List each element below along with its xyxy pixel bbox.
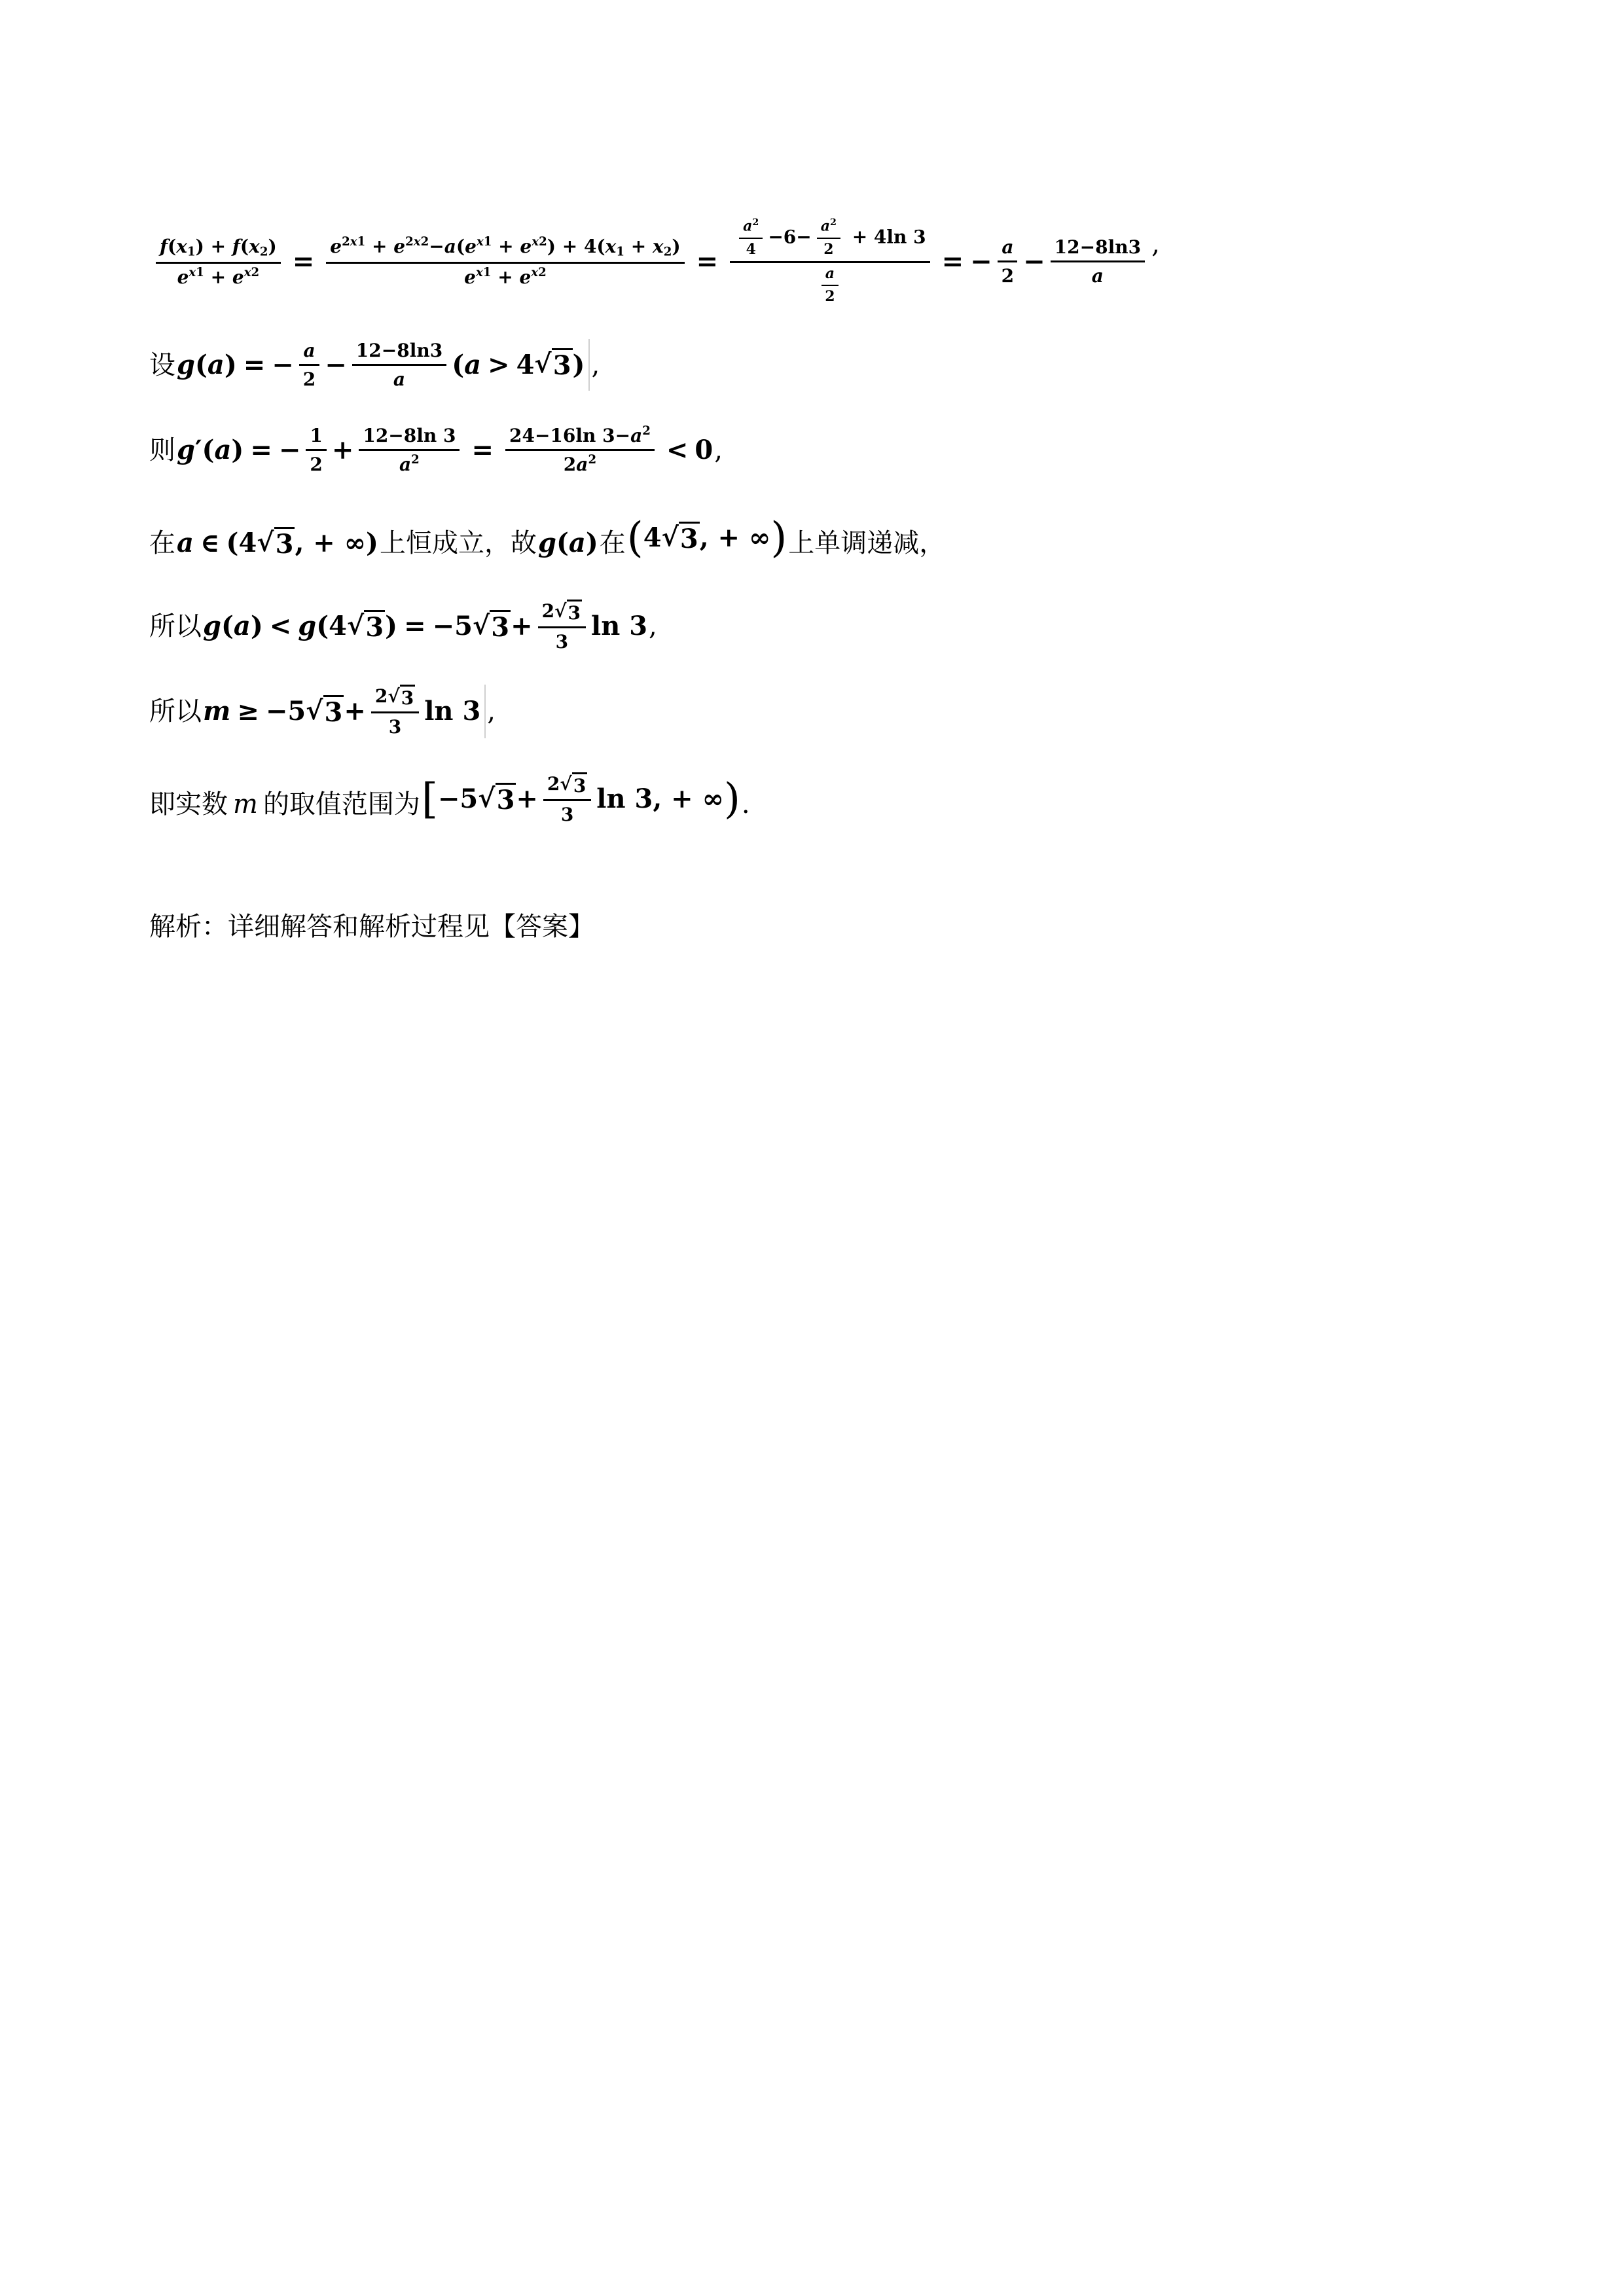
formula-g-bound: g ( a ) < g (4 √ 3 ) = −5 √ 3 + 2√ 3 3 ln 3 bbox=[203, 600, 648, 653]
variable-m: m bbox=[233, 789, 258, 819]
derivative-line bbox=[149, 424, 723, 476]
formula-sum-ratio: $\frac{f(x_1) + f(x_2)}{e^{x1} + e^{x2}}$ = $\frac{e^{2x1} + e^{2x2}-a(e^{x1} + e^{x2}) + 4(x_1 + x_2)}{e^{x1} + e^{x2}}$ = $\frac{a^2}{4}$ −6− $\frac{a^2}{2}$ + 4ln 3 $\frac{a}{2}$ = − $\frac{a}{2}$ − $\frac{12-8\ln 3}{a}$ bbox=[151, 217, 1150, 306]
note-label: 解析： bbox=[149, 912, 228, 942]
punctuation: , bbox=[487, 696, 496, 726]
text-lead: 所以 bbox=[149, 611, 202, 641]
conclusion-line bbox=[149, 772, 750, 826]
punctuation: , bbox=[649, 611, 657, 641]
m-bound-line bbox=[149, 685, 496, 738]
text-lead: 在 bbox=[149, 528, 175, 558]
text-lead: 则 bbox=[149, 435, 175, 465]
formula-line-1 bbox=[149, 217, 1160, 306]
text-mid: 在 bbox=[599, 528, 626, 558]
formula-range: [ −5 √ 3 + 2√ 3 3 ln 3, + ∞ ) bbox=[421, 773, 740, 825]
monotonic-line bbox=[149, 514, 946, 562]
punctuation: , bbox=[591, 350, 600, 380]
text-lead: 所以 bbox=[149, 696, 202, 726]
formula-m-bound: m ≥ −5 √ 3 + 2√ 3 3 ln 3 bbox=[203, 685, 486, 738]
text-mid: 上恒成立，故 bbox=[379, 528, 537, 558]
punctuation: , bbox=[1151, 228, 1160, 259]
definition-line bbox=[149, 339, 600, 391]
punctuation: , bbox=[714, 435, 723, 465]
formula-g-definition: g ( a ) = − $\frac{a}{2}$ − $\frac{12-8\ln 3}{a}$ ( a > 4 √ 3 ) bbox=[177, 339, 590, 391]
formula-interval: ( 4 √ 3 , + ∞ ) bbox=[626, 514, 787, 562]
text-lead: 即实数 bbox=[149, 789, 228, 819]
formula-g: g ( a ) bbox=[537, 528, 598, 558]
text-tail: 上单调递减， bbox=[788, 528, 946, 558]
punctuation: . bbox=[741, 789, 750, 819]
note-text: 详细解答和解析过程见【答案】 bbox=[228, 912, 594, 942]
analysis-note bbox=[149, 911, 594, 942]
text-lead: 设 bbox=[149, 350, 175, 380]
text-mid: 的取值范围为 bbox=[262, 789, 420, 819]
formula-g-derivative: g ′( a ) = − $\frac{1}{2}$ + $\frac{12-8\ln 3}{a^2}$ = $\frac{24-16\ln 3-a^2}{2a^2}$ < 0 bbox=[177, 424, 713, 475]
bound-line bbox=[149, 600, 657, 653]
formula-domain: a ∈ (4 √ 3 , + ∞) bbox=[177, 526, 378, 560]
